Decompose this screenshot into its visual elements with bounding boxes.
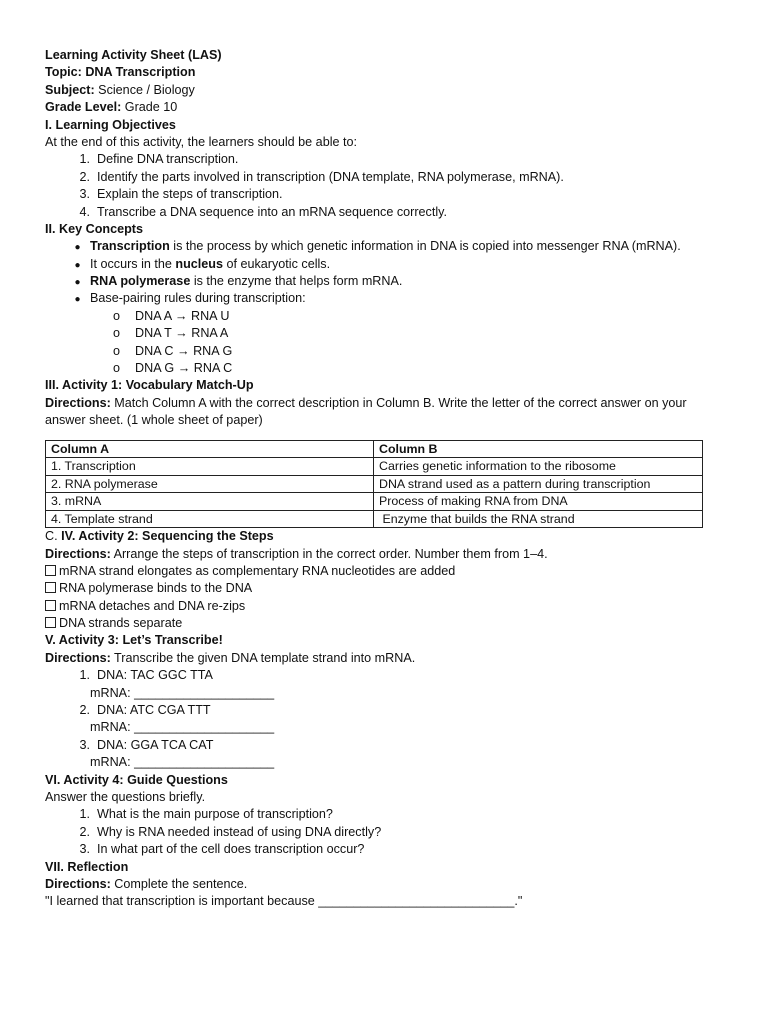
item-number: 3.	[79, 842, 90, 857]
bold-term: RNA polymerase	[90, 274, 191, 289]
item-text: DNA A → RNA U	[135, 308, 230, 323]
directions-label: Directions:	[45, 395, 111, 410]
grade-label: Grade Level:	[45, 100, 122, 115]
objectives-intro: At the end of this activity, the learners should be able to:	[45, 134, 357, 149]
dna-sequence: DNA: GGA TCA CAT	[97, 737, 214, 752]
item-text: of eukaryotic cells.	[223, 256, 331, 271]
list-item	[45, 737, 725, 754]
bold-term: Transcription	[90, 239, 170, 254]
sub-bullet: o	[113, 361, 121, 376]
heading-prefix: C.	[45, 529, 62, 544]
sub-bullet: o	[113, 326, 121, 341]
list-item	[45, 615, 725, 632]
item-number: 1.	[79, 152, 90, 167]
column-b-header: Column B	[374, 440, 703, 458]
list-item	[45, 290, 725, 307]
list-item	[45, 186, 725, 203]
activity1-heading: III. Activity 1: Vocabulary Match-Up	[45, 378, 254, 393]
bullet-icon: ●	[74, 259, 81, 271]
question-text: In what part of the cell does transcription occur?	[97, 842, 365, 857]
transcribe-list	[45, 667, 725, 771]
item-number: 1.	[79, 807, 90, 822]
item-number: 3.	[79, 737, 90, 752]
dna-sequence: DNA: ATC CGA TTT	[97, 703, 211, 718]
item-number: 2.	[79, 703, 90, 718]
activity2-heading-line	[45, 528, 725, 545]
activity2-directions	[45, 546, 725, 563]
list-item	[45, 325, 725, 342]
item-text: It occurs in the	[90, 256, 176, 271]
item-text: Identify the parts involved in transcription (DNA template, RNA polymerase, mRNA).	[97, 169, 564, 184]
table-cell: Enzyme that builds the RNA strand	[374, 510, 703, 528]
list-item	[45, 580, 725, 597]
table-cell: 4. Template strand	[46, 510, 374, 528]
step-text: mRNA strand elongates as complementary RNA nucleotides are added	[59, 563, 456, 578]
item-text: DNA C → RNA G	[135, 343, 233, 358]
topic-line: Topic: DNA Transcription	[45, 65, 196, 80]
subject-label: Subject:	[45, 82, 95, 97]
sequence-steps	[45, 563, 725, 633]
list-item	[45, 360, 725, 377]
activity4-intro: Answer the questions briefly.	[45, 789, 206, 804]
item-text: is the enzyme that helps form mRNA.	[190, 274, 403, 289]
item-number: 1.	[79, 668, 90, 683]
directions-label: Directions:	[45, 546, 111, 561]
key-concepts-heading: II. Key Concepts	[45, 221, 143, 236]
bullet-icon: ●	[74, 294, 81, 306]
reflection-sentence[interactable]: "I learned that transcription is important because ____________________________."	[45, 894, 523, 909]
list-item	[45, 841, 725, 858]
base-pair-list	[45, 308, 725, 378]
directions-label: Directions:	[45, 650, 111, 665]
activity1-directions	[45, 395, 725, 430]
question-text: What is the main purpose of transcription?	[97, 807, 333, 822]
table-row	[46, 510, 703, 528]
objectives-heading: I. Learning Objectives	[45, 117, 176, 132]
directions-text: Transcribe the given DNA template strand into mRNA.	[110, 650, 416, 665]
list-item	[45, 824, 725, 841]
table-cell: 3. mRNA	[46, 493, 374, 511]
item-text: Transcribe a DNA sequence into an mRNA sequence correctly.	[97, 204, 447, 219]
list-item	[45, 273, 725, 290]
list-item	[45, 151, 725, 168]
bullet-icon: ●	[74, 242, 81, 254]
list-item	[45, 204, 725, 221]
key-concepts-list	[45, 238, 725, 308]
list-item	[45, 702, 725, 719]
reflection-directions	[45, 876, 725, 893]
directions-label: Directions:	[45, 876, 111, 891]
activity3-heading: V. Activity 3: Let’s Transcribe!	[45, 633, 223, 648]
checkbox-icon[interactable]	[45, 600, 56, 611]
item-text: Base-pairing rules during transcription:	[90, 291, 306, 306]
list-item	[45, 308, 725, 325]
mrna-answer-line[interactable]: mRNA: ____________________	[90, 685, 275, 700]
step-text: RNA polymerase binds to the DNA	[59, 581, 253, 596]
list-item	[45, 806, 725, 823]
item-text: is the process by which genetic information in DNA is copied into messenger RNA (mRNA).	[169, 239, 681, 254]
item-text: Define DNA transcription.	[97, 152, 239, 167]
dna-sequence: DNA: TAC GGC TTA	[97, 668, 213, 683]
mrna-answer-line[interactable]: mRNA: ____________________	[90, 755, 275, 770]
list-item	[45, 343, 725, 360]
table-header-row	[46, 440, 703, 458]
column-a-header: Column A	[46, 440, 374, 458]
item-text: DNA G → RNA C	[135, 361, 233, 376]
list-item	[45, 598, 725, 615]
guide-questions-list	[45, 806, 725, 858]
list-item	[45, 667, 725, 684]
item-text: Explain the steps of transcription.	[97, 187, 283, 202]
subject-value: Science / Biology	[94, 82, 195, 97]
directions-text: Match Column A with the correct description in Column B. Write the letter of the correct answer on your answer sheet. (1 whole sheet of paper)	[45, 395, 687, 428]
list-item	[45, 563, 725, 580]
item-number: 2.	[79, 824, 90, 839]
item-number: 3.	[79, 187, 90, 202]
bullet-icon: ●	[74, 277, 81, 289]
table-cell: Process of making RNA from DNA	[374, 493, 703, 511]
table-cell: 2. RNA polymerase	[46, 475, 374, 493]
item-number: 4.	[79, 204, 90, 219]
sheet-title: Learning Activity Sheet (LAS)	[45, 48, 222, 62]
table-cell: Carries genetic information to the ribosome	[374, 458, 703, 476]
step-text: DNA strands separate	[59, 616, 183, 631]
list-item	[45, 169, 725, 186]
table-cell: DNA strand used as a pattern during transcription	[374, 475, 703, 493]
checkbox-icon[interactable]	[45, 582, 56, 593]
subject-line	[45, 82, 725, 99]
mrna-answer-line[interactable]: mRNA: ____________________	[90, 720, 275, 735]
list-item	[45, 256, 725, 273]
item-number: 2.	[79, 169, 90, 184]
table-cell: 1. Transcription	[46, 458, 374, 476]
vocabulary-table	[45, 440, 703, 529]
checkbox-icon[interactable]	[45, 565, 56, 576]
grade-value: Grade 10	[121, 100, 178, 115]
reflection-heading: VII. Reflection	[45, 859, 129, 874]
sub-bullet: o	[113, 308, 121, 323]
bold-term: nucleus	[175, 256, 223, 271]
table-row	[46, 493, 703, 511]
activity2-heading: IV. Activity 2: Sequencing the Steps	[61, 529, 274, 544]
list-item	[45, 238, 725, 255]
sub-bullet: o	[113, 343, 121, 358]
objectives-list	[45, 151, 725, 221]
directions-text: Arrange the steps of transcription in the correct order. Number them from 1–4.	[110, 546, 548, 561]
worksheet-content	[45, 47, 725, 911]
table-row	[46, 475, 703, 493]
activity3-directions	[45, 650, 725, 667]
step-text: mRNA detaches and DNA re-zips	[59, 598, 246, 613]
directions-text: Complete the sentence.	[110, 876, 248, 891]
item-text: DNA T → RNA A	[135, 326, 229, 341]
grade-line	[45, 99, 725, 116]
activity4-heading: VI. Activity 4: Guide Questions	[45, 772, 228, 787]
table-row	[46, 458, 703, 476]
question-text: Why is RNA needed instead of using DNA directly?	[97, 824, 382, 839]
checkbox-icon[interactable]	[45, 617, 56, 628]
